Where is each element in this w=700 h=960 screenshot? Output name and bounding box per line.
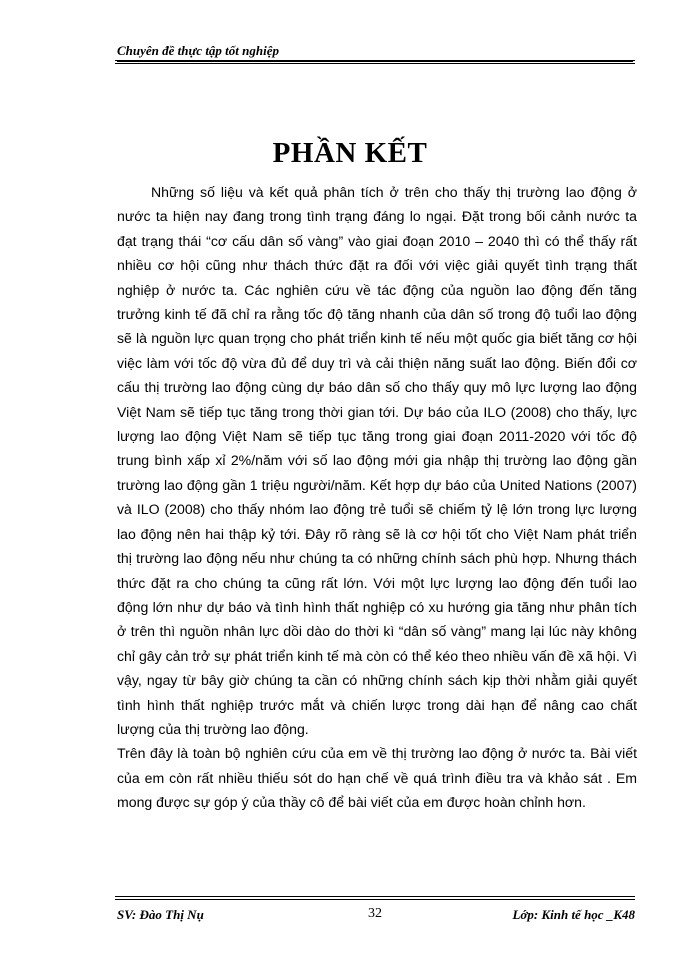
footer-divider bbox=[115, 899, 635, 900]
footer-student: SV: Đào Thị Nụ bbox=[117, 907, 204, 922]
page-title: PHẦN KẾT bbox=[272, 137, 428, 169]
body-paragraph: Những số liệu và kết quả phân tích ở trên cho thấy thị trường lao động ở nước ta hiện nay đang trong tình trạng đáng lo ngại. Đặt trong bối cảnh nước ta đạt trạng thái “cơ cấu dân số vàng” vào giai đoạn 2010 – 2040 thì có thể thấy rất nhiều cơ hội cũng như thách thức đặt ra đối với việc giải quyết tình trạng thất nghiệp ở nước ta. Các nghiên cứu về tác động của nguồn lao động đến tăng trưởng kinh tế đã chỉ ra rằng tốc độ tăng nhanh của dân số trong độ tuổi lao động sẽ là nguồn lực quan trọng cho phát triển kinh tế nếu một quốc gia biết tăng cơ hội việc làm với tốc độ vừa đủ để duy trì và cải thiện năng suất lao động. Biến đổi cơ cấu thị trường lao động cùng dự báo dân số cho thấy quy mô lực lượng lao động Việt Nam sẽ tiếp tục tăng trong thời gian tới. Dự báo của ILO (2008) cho thấy, lực lượng lao động Việt Nam sẽ tiếp tục tăng trong giai đoạn 2011-2020 với tốc độ trung bình xấp xỉ 2%/năm với số lao động mới gia nhập thị trường lao động gần trường lao động gần 1 triệu người/năm. Kết hợp dự báo của United Nations (2007) và ILO (2008) cho thấy nhóm lao động trẻ tuổi sẽ chiếm tỷ lệ lớn trong lực lượng lao động nên hai thập kỷ tới. Đây rõ ràng sẽ là cơ hội tốt cho Việt Nam phát triển thị trường lao động nếu như chúng ta có những chính sách phù hợp. Nhưng thách thức đặt ra cho chúng ta cũng rất lớn. Với một lực lượng lao động đến tuổi lao động lớn như dự báo và tình hình thất nghiệp có xu hướng gia tăng như phân tích ở trên thì nguồn nhân lực dồi dào do thời kì “dân số vàng” mang lại lúc này không chỉ gây cản trở sự phát triển kinh tế mà còn có thể kéo theo nhiều vấn đề xã hội. Vì vậy, ngay từ bây giờ chúng ta cần có những chính sách kịp thời nhằm giải quyết tình hình thất nghiệp trước mắt và chiến lược trong dài hạn để nâng cao chất lượng của thị trường lao động. bbox=[117, 184, 637, 737]
page-header bbox=[115, 40, 635, 61]
footer-class: Lớp: Kinh tế học _K48 bbox=[512, 907, 635, 922]
page-footer bbox=[115, 896, 635, 925]
body-text bbox=[117, 180, 637, 815]
body-paragraph: Trên đây là toàn bộ nghiên cứu của em về thị trường lao động ở nước ta. Bài viết của em còn rất nhiều thiếu sót do hạn chế về quá trình điều tra và khảo sát . Em mong được sự góp ý của thầy cô để bài viết của em được hoàn chỉnh hơn. bbox=[117, 745, 637, 811]
header-title: Chuyên đề thực tập tốt nghiệp bbox=[117, 43, 279, 58]
page-number: 32 bbox=[368, 906, 382, 921]
header-divider bbox=[115, 63, 635, 64]
